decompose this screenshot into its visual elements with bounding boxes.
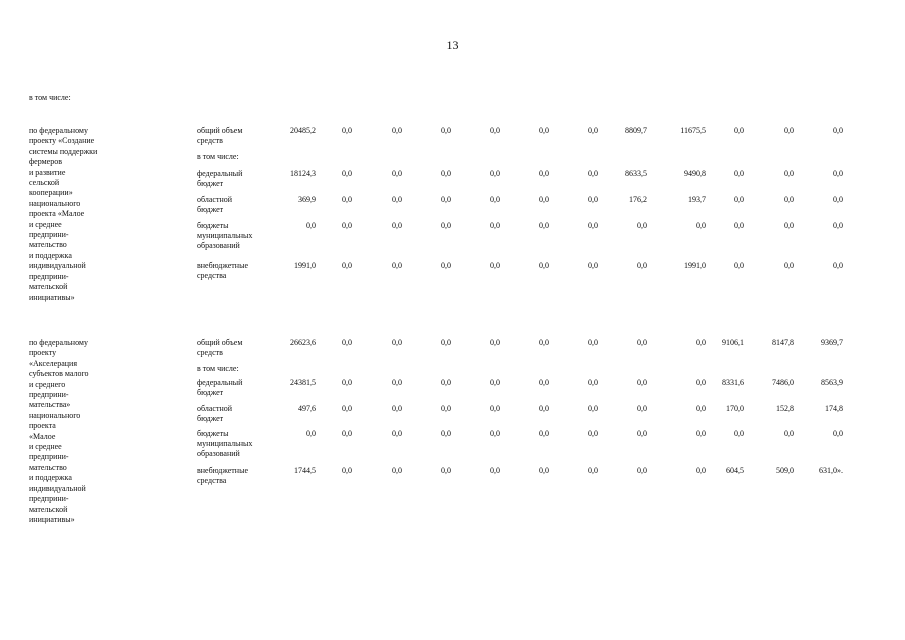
- table-cell: 0,0: [342, 126, 352, 135]
- table-cell: 11675,5: [680, 126, 706, 135]
- table-cell: 0,0: [342, 261, 352, 270]
- table-cell: 0,0: [539, 261, 549, 270]
- table-cell: 0,0: [637, 404, 647, 413]
- table-cell: 0,0: [392, 338, 402, 347]
- table-cell: 0,0: [588, 338, 598, 347]
- project-title: по федеральному проекту «Создание системы поддержки фермеров и развитие сельской кооперации» национального проекта «Малое и среднее предприни- мательство и поддержка индивидуальной предприни- мательской инициативы»: [29, 126, 98, 302]
- row-label: областной бюджет: [197, 195, 233, 214]
- table-cell: 1991,0: [294, 261, 316, 270]
- table-cell: 0,0: [441, 169, 451, 178]
- table-cell: 497,6: [298, 404, 316, 413]
- table-cell: 604,5: [726, 466, 744, 475]
- table-cell: 0,0: [490, 261, 500, 270]
- row-label: бюджеты муниципальных образований: [197, 429, 253, 458]
- table-cell: 0,0: [696, 466, 706, 475]
- table-cell: 0,0: [306, 221, 316, 230]
- table-cell: 0,0: [441, 429, 451, 438]
- table-cell: 0,0: [637, 466, 647, 475]
- table-cell: 0,0: [637, 261, 647, 270]
- table-cell: 0,0: [441, 221, 451, 230]
- table-cell: 0,0: [588, 378, 598, 387]
- table-cell: 0,0: [734, 169, 744, 178]
- table-cell: 0,0: [539, 221, 549, 230]
- table-cell: 0,0: [588, 221, 598, 230]
- table-cell: 0,0: [696, 221, 706, 230]
- table-cell: 0,0: [441, 126, 451, 135]
- table-cell: 152,8: [776, 404, 794, 413]
- table-cell: 0,0: [392, 378, 402, 387]
- table-cell: 0,0: [833, 126, 843, 135]
- table-cell: 0,0: [392, 169, 402, 178]
- table-cell: 193,7: [688, 195, 706, 204]
- table-cell: 0,0: [441, 466, 451, 475]
- table-cell: 0,0: [392, 261, 402, 270]
- table-cell: 0,0: [696, 429, 706, 438]
- row-label: областной бюджет: [197, 404, 233, 423]
- table-cell: 0,0: [588, 169, 598, 178]
- table-cell: 7486,0: [772, 378, 794, 387]
- row-label: федеральный бюджет: [197, 378, 243, 397]
- table-cell: 0,0: [696, 338, 706, 347]
- table-cell: 170,0: [726, 404, 744, 413]
- table-cell: 0,0: [696, 404, 706, 413]
- table-cell: 0,0: [588, 195, 598, 204]
- table-cell: 0,0: [490, 404, 500, 413]
- table-cell: 8633,5: [625, 169, 647, 178]
- table-cell: 0,0: [392, 466, 402, 475]
- table-cell: 0,0: [539, 338, 549, 347]
- table-cell: 0,0: [734, 126, 744, 135]
- row-label: федеральный бюджет: [197, 169, 243, 188]
- table-cell: 8563,9: [821, 378, 843, 387]
- row-label: внебюджетные средства: [197, 466, 248, 485]
- table-cell: 0,0: [539, 169, 549, 178]
- table-cell: 0,0: [696, 378, 706, 387]
- table-cell: 0,0: [392, 126, 402, 135]
- table-cell: 0,0: [539, 466, 549, 475]
- table-cell: 0,0: [784, 221, 794, 230]
- table-cell: 0,0: [734, 195, 744, 204]
- table-cell: 0,0: [441, 378, 451, 387]
- table-cell: 0,0: [637, 378, 647, 387]
- table-cell: 0,0: [539, 404, 549, 413]
- table-cell: 0,0: [490, 378, 500, 387]
- table-cell: 0,0: [490, 338, 500, 347]
- table-cell: 0,0: [392, 195, 402, 204]
- table-cell: 0,0: [637, 338, 647, 347]
- table-cell: 0,0: [490, 126, 500, 135]
- table-cell: 0,0: [588, 429, 598, 438]
- table-cell: 8809,7: [625, 126, 647, 135]
- row-label: общий объем средств: [197, 338, 243, 357]
- table-cell: 0,0: [342, 378, 352, 387]
- table-cell: 0,0: [539, 378, 549, 387]
- table-cell: 0,0: [342, 338, 352, 347]
- row-label: общий объем средств: [197, 126, 243, 145]
- table-cell: 0,0: [833, 169, 843, 178]
- table-cell: 369,9: [298, 195, 316, 204]
- table-cell: 0,0: [784, 169, 794, 178]
- table-cell: 0,0: [784, 261, 794, 270]
- table-cell: 0,0: [588, 466, 598, 475]
- table-cell: 0,0: [342, 404, 352, 413]
- table-cell: 0,0: [734, 429, 744, 438]
- table-cell: 0,0: [833, 195, 843, 204]
- table-cell: 0,0: [342, 221, 352, 230]
- table-cell: 20485,2: [290, 126, 316, 135]
- table-cell: 0,0: [441, 404, 451, 413]
- table-cell: 0,0: [392, 429, 402, 438]
- table-cell: 0,0: [342, 169, 352, 178]
- table-cell: 0,0: [539, 195, 549, 204]
- table-cell: 0,0: [588, 404, 598, 413]
- table-cell: 0,0: [342, 195, 352, 204]
- table-cell: 0,0: [833, 429, 843, 438]
- table-cell: 0,0: [342, 429, 352, 438]
- row-label: внебюджетные средства: [197, 261, 248, 280]
- table-cell: 0,0: [588, 126, 598, 135]
- table-cell: 176,2: [629, 195, 647, 204]
- table-cell: 26623,6: [290, 338, 316, 347]
- table-cell: 9106,1: [722, 338, 744, 347]
- table-cell: 0,0: [441, 195, 451, 204]
- table-cell: 0,0: [637, 221, 647, 230]
- table-cell: 9490,8: [684, 169, 706, 178]
- table-cell: 0,0: [734, 221, 744, 230]
- table-cell: 0,0: [637, 429, 647, 438]
- table-cell: 0,0: [784, 429, 794, 438]
- table-cell: 0,0: [342, 466, 352, 475]
- table-cell: 0,0: [490, 221, 500, 230]
- table-cell: 509,0: [776, 466, 794, 475]
- table-cell: 174,8: [825, 404, 843, 413]
- table-cell: 0,0: [734, 261, 744, 270]
- table-cell: 1744,5: [294, 466, 316, 475]
- intro-text: в том числе:: [29, 93, 71, 102]
- table-cell: 24381,5: [290, 378, 316, 387]
- row-label: бюджеты муниципальных образований: [197, 221, 253, 250]
- table-cell: 0,0: [833, 221, 843, 230]
- table-cell: 0,0: [539, 126, 549, 135]
- table-cell: 0,0: [392, 404, 402, 413]
- table-cell: 0,0: [784, 126, 794, 135]
- table-cell: 9369,7: [821, 338, 843, 347]
- table-cell: 0,0: [588, 261, 598, 270]
- table-cell: 0,0: [490, 429, 500, 438]
- table-cell: 631,0».: [819, 466, 843, 475]
- table-cell: 8147,8: [772, 338, 794, 347]
- table-cell: 18124,3: [290, 169, 316, 178]
- table-cell: 0,0: [306, 429, 316, 438]
- table-cell: 0,0: [490, 169, 500, 178]
- page-number: 13: [446, 38, 459, 52]
- table-cell: 0,0: [784, 195, 794, 204]
- row-label: в том числе:: [197, 152, 239, 161]
- table-cell: 0,0: [441, 261, 451, 270]
- project-title: по федеральному проекту «Акселерация субъектов малого и среднего предприни- мательства» национального проекта «Малое и среднее предприни- мательство и поддержка индивидуальной предприни- мательской инициативы»: [29, 338, 89, 524]
- table-cell: 1991,0: [684, 261, 706, 270]
- table-cell: 8331,6: [722, 378, 744, 387]
- row-label: в том числе:: [197, 364, 239, 373]
- table-cell: 0,0: [539, 429, 549, 438]
- table-cell: 0,0: [441, 338, 451, 347]
- table-cell: 0,0: [490, 195, 500, 204]
- table-cell: 0,0: [392, 221, 402, 230]
- table-cell: 0,0: [833, 261, 843, 270]
- table-cell: 0,0: [490, 466, 500, 475]
